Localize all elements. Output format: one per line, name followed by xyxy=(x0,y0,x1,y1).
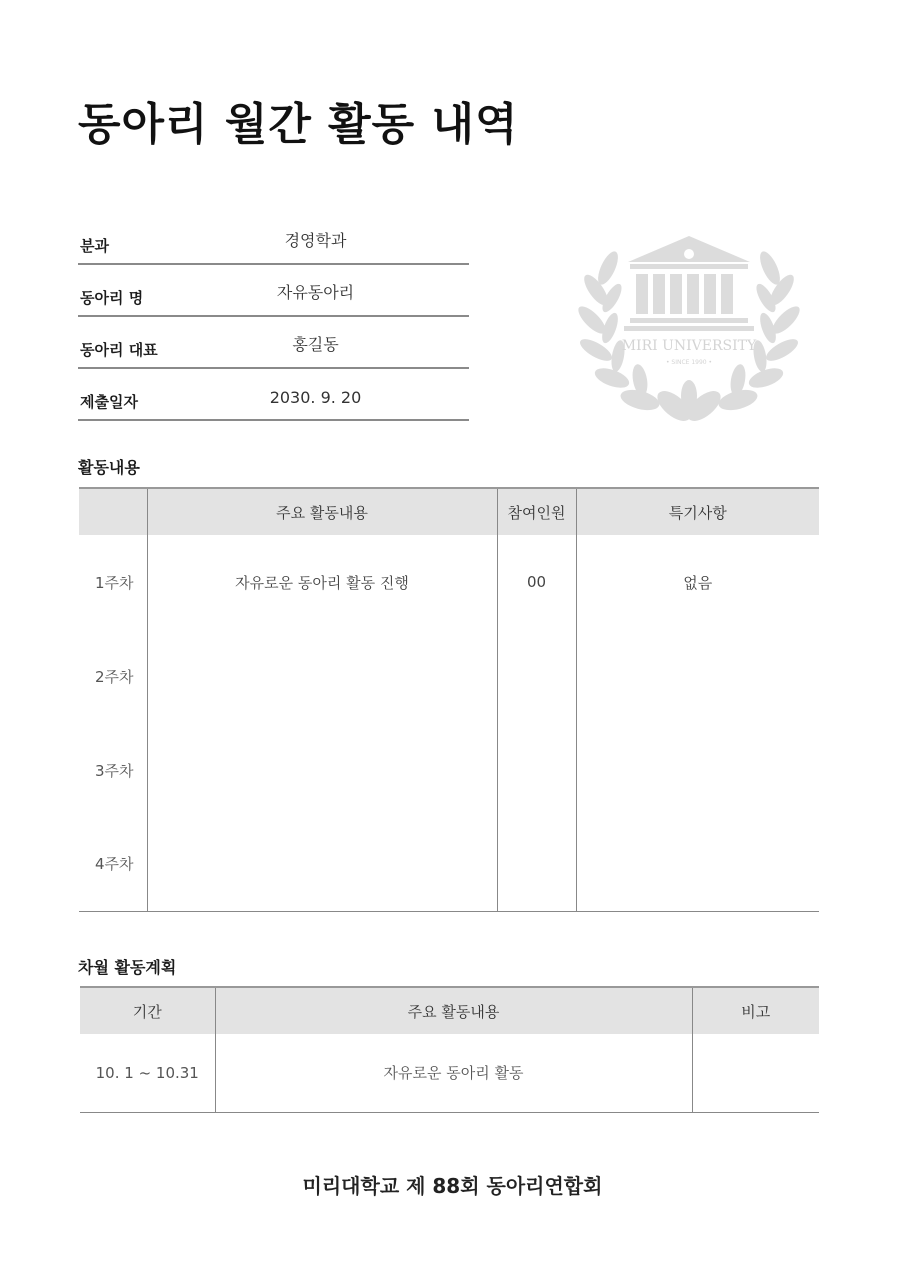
info-value: 자유동아리 xyxy=(276,283,355,302)
footer-organization: 미리대학교 제 88회 동아리연합회 xyxy=(302,1174,603,1198)
week-cell: 1주차 xyxy=(94,573,134,592)
content-cell: 자유로운 동아리 활동 진행 xyxy=(147,535,497,629)
table-row xyxy=(80,1034,819,1112)
content-cell xyxy=(147,817,497,911)
info-row-representative xyxy=(78,319,469,369)
col-header-content: 주요 활동내용 xyxy=(215,987,692,1034)
info-label: 동아리 대표 xyxy=(80,341,158,359)
plan-section-title: 차월 활동계획 xyxy=(78,958,177,977)
content-cell xyxy=(147,629,497,723)
content-cell xyxy=(147,723,497,817)
col-header-period: 기간 xyxy=(80,987,215,1034)
table-row xyxy=(79,535,819,629)
page-title: 동아리 월간 활동 내역 xyxy=(78,99,519,150)
activity-section-title: 활동내용 xyxy=(78,458,140,477)
info-row-club-name xyxy=(78,267,469,317)
col-header-content: 주요 활동내용 xyxy=(147,488,497,535)
info-value: 경영학과 xyxy=(284,231,347,250)
info-label: 동아리 명 xyxy=(80,289,144,307)
col-header-remarks: 비고 xyxy=(692,987,819,1034)
col-header-participants: 참여인원 xyxy=(497,488,576,535)
week-cell: 2주차 xyxy=(94,667,134,686)
participants-cell xyxy=(497,817,576,911)
table-row xyxy=(79,817,819,911)
info-row-division xyxy=(78,215,469,265)
participants-cell: 00 xyxy=(497,535,576,629)
week-cell: 4주차 xyxy=(79,817,147,911)
info-row-submit-date xyxy=(78,371,469,421)
notes-cell: 없음 xyxy=(576,535,819,629)
notes-cell xyxy=(576,817,819,911)
period-cell: 10. 1 ~ 10.31 xyxy=(80,1034,215,1112)
laurel-right-icon xyxy=(716,249,800,414)
info-label: 분과 xyxy=(80,237,109,255)
info-value: 홍길동 xyxy=(292,335,339,354)
content-cell: 자유로운 동아리 활동 xyxy=(215,1034,692,1112)
university-emblem-icon xyxy=(578,228,800,424)
notes-cell xyxy=(576,629,819,723)
info-value: 2030. 9. 20 xyxy=(269,388,362,407)
notes-cell xyxy=(576,723,819,817)
week-cell: 3주차 xyxy=(94,761,134,780)
remarks-cell xyxy=(692,1034,819,1112)
plan-table xyxy=(80,986,819,1113)
activity-table xyxy=(79,487,819,912)
participants-cell xyxy=(497,723,576,817)
svg-text:• SINCE 1990 •: • SINCE 1990 • xyxy=(665,359,713,366)
svg-text:MIRI UNIVERSITY: MIRI UNIVERSITY xyxy=(621,338,757,354)
table-row xyxy=(79,629,819,723)
info-fields xyxy=(78,215,469,423)
col-header-week xyxy=(79,488,147,535)
col-header-notes: 특기사항 xyxy=(576,488,819,535)
table-row xyxy=(79,723,819,817)
info-label: 제출일자 xyxy=(80,393,138,411)
laurel-left-icon xyxy=(578,249,662,414)
participants-cell xyxy=(497,629,576,723)
